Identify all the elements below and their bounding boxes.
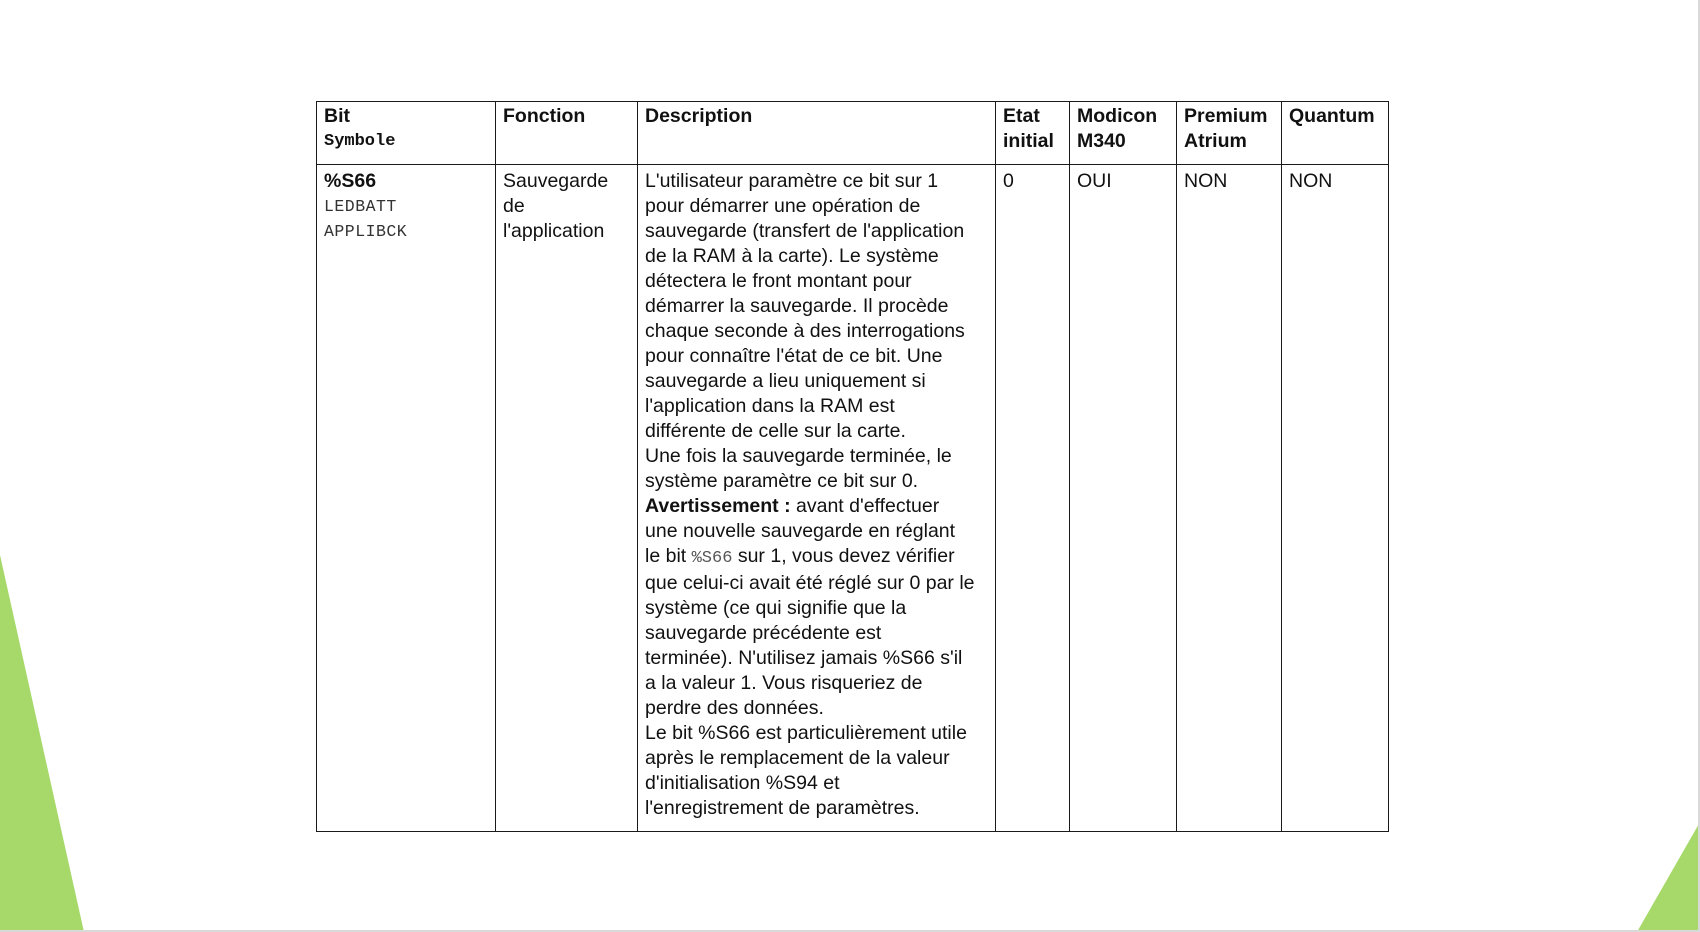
description-line: perdre des données. [645,697,824,719]
header-description: Description [638,102,996,165]
fonction-line-1: Sauvegarde [503,170,609,192]
description-line: détectera le front montant pour [645,270,912,292]
symbol-line-2: APPLIBCK [324,222,408,241]
system-bits-table [316,101,1389,832]
warning-label: Avertissement : [645,495,791,517]
header-bit-label: Bit [324,105,350,127]
header-modicon-line-1: Modicon [1077,105,1158,127]
warning-line-3 [645,544,989,571]
description-line: sauvegarde (transfert de l'application [645,220,965,242]
description-line: sauvegarde a lieu uniquement si [645,370,926,392]
warning-text: avant d'effectuer [790,495,940,517]
cell-quantum: NON [1282,165,1389,832]
cell-description [638,165,996,832]
right-green-triangle [1637,822,1700,932]
table-row [317,165,1389,832]
warning-line-3-pre: le bit [645,545,692,567]
description-line: Une fois la sauvegarde terminée, le [645,445,952,467]
description-line: pour démarrer une opération de [645,195,921,217]
header-symbole-label: Symbole [324,132,396,151]
warning-line-3-post: sur 1, vous devez vérifier [732,545,955,567]
header-etat-initial [996,102,1070,165]
symbol-line-1: LEDBATT [324,197,397,216]
description-line: démarrer la sauvegarde. Il procède [645,295,949,317]
description-line: que celui-ci avait été réglé sur 0 par le [645,572,975,594]
description-line: Le bit %S66 est particulièrement utile [645,722,967,744]
cell-premium: NON [1177,165,1282,832]
header-premium [1177,102,1282,165]
description-line: système (ce qui signifie que la [645,597,907,619]
cell-bit [317,165,496,832]
warning-line-1 [645,494,989,519]
fonction-line-3: l'application [503,220,605,242]
description-line: différente de celle sur la carte. [645,420,906,442]
header-premium-line-1: Premium [1184,105,1268,127]
cell-etat-initial: 0 [996,165,1070,832]
header-etat-line-2: initial [1003,130,1054,152]
cell-fonction [496,165,638,832]
left-green-triangle [0,555,84,932]
description-line: L'utilisateur paramètre ce bit sur 1 [645,170,939,192]
description-line: chaque seconde à des interrogations [645,320,965,342]
description-line: après le remplacement de la valeur [645,747,950,769]
description-line: d'initialisation %S94 et [645,772,840,794]
table-header-row [317,102,1389,165]
cell-modicon: OUI [1070,165,1177,832]
description-line: terminée). N'utilisez jamais %S66 s'il [645,647,963,669]
description-line: de la RAM à la carte). Le système [645,245,939,267]
description-line: l'enregistrement de paramètres. [645,797,920,819]
description-line: système paramètre ce bit sur 0. [645,470,919,492]
header-modicon [1070,102,1177,165]
inline-code-s66: %S66 [691,549,733,568]
description-line: pour connaître l'état de ce bit. Une [645,345,943,367]
description-line: l'application dans la RAM est [645,395,895,417]
bit-name: %S66 [324,170,377,192]
fonction-line-2: de [503,195,525,217]
header-premium-line-2: Atrium [1184,130,1247,152]
header-etat-line-1: Etat [1003,105,1040,127]
header-quantum: Quantum [1282,102,1389,165]
header-modicon-line-2: M340 [1077,130,1126,152]
description-line: a la valeur 1. Vous risqueriez de [645,672,923,694]
header-bit [317,102,496,165]
description-line: sauvegarde précédente est [645,622,882,644]
header-fonction: Fonction [496,102,638,165]
warning-line-2: une nouvelle sauvegarde en réglant [645,520,956,542]
